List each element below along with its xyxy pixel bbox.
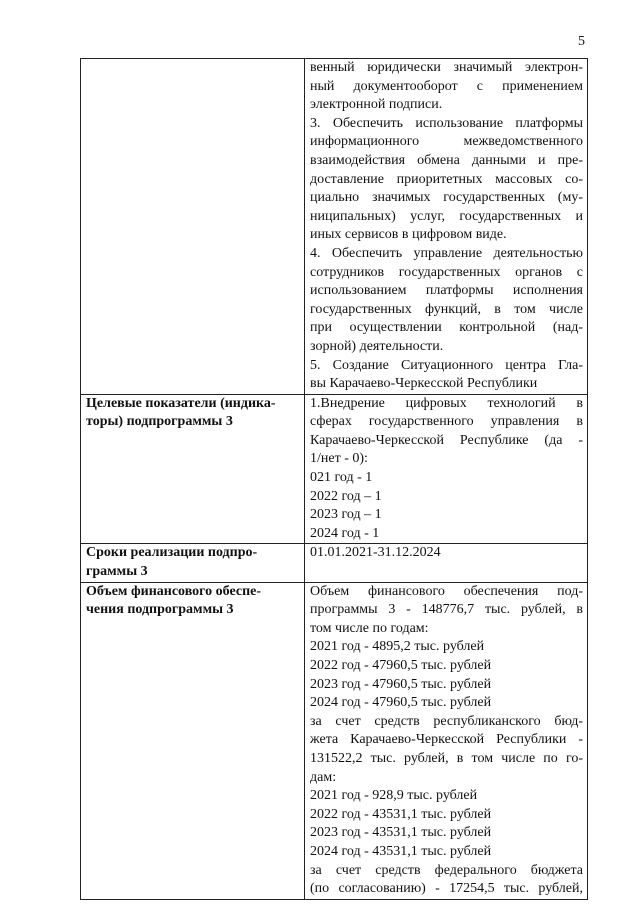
content-line: за счет средств республиканского бюд- bbox=[310, 713, 583, 729]
content-line: электронной подписи. bbox=[310, 97, 443, 113]
content-line: за счет средств федерального бюджета bbox=[310, 862, 583, 878]
row-label-line: чения подпрограммы 3 bbox=[86, 602, 234, 618]
content-line: 01.01.2021-31.12.2024 bbox=[310, 545, 441, 561]
row-label-line: торы) подпрограммы 3 bbox=[86, 414, 233, 430]
content-line: 1/нет - 0): bbox=[310, 451, 368, 467]
content-line: 1.Внедрение цифровых технологий в bbox=[310, 395, 583, 411]
content-line: 2022 год – 1 bbox=[310, 488, 382, 504]
content-line: жета Карачаево-Черкесской Республики - bbox=[310, 732, 583, 748]
content-line: 2024 год - 1 bbox=[310, 525, 380, 541]
content-line: вы Карачаево-Черкесской Республики bbox=[310, 376, 538, 392]
content-line: 2023 год – 1 bbox=[310, 507, 382, 523]
content-line: циально значимых государственных (му- bbox=[310, 190, 583, 206]
row-label-cell bbox=[81, 394, 305, 544]
content-line: сферах государственного управления в bbox=[310, 414, 583, 430]
row-financing-volume bbox=[81, 582, 588, 899]
row-label-cell bbox=[81, 544, 305, 582]
content-line: 5. Создание Ситуационного центра Гла- bbox=[310, 357, 583, 373]
content-line: венный юридически значимый электрон- bbox=[310, 60, 583, 75]
content-line: доставление приоритетных массовых со- bbox=[310, 171, 583, 187]
content-line: Объем финансового обеспечения под- bbox=[310, 583, 583, 599]
row-target-indicators bbox=[81, 394, 588, 544]
content-line: 2023 год - 43531,1 тыс. рублей bbox=[310, 825, 492, 841]
content-line: сотрудников государственных органов с bbox=[310, 264, 583, 280]
content-line: программы 3 - 148776,7 тыс. рублей, в bbox=[310, 602, 583, 618]
content-line: 4. Обеспечить управление деятельностью bbox=[310, 245, 583, 261]
page-number: 5 bbox=[578, 34, 585, 49]
row-label-line: Объем финансового обеспе- bbox=[86, 583, 262, 599]
content-line: зорной) деятельности. bbox=[310, 338, 444, 354]
row-label-line: Сроки реализации подпро- bbox=[86, 545, 258, 561]
content-line: 2022 год - 43531,1 тыс. рублей bbox=[310, 806, 492, 822]
row-label-line: граммы 3 bbox=[86, 564, 148, 580]
content-line: том числе по годам: bbox=[310, 620, 429, 636]
content-line: иных сервисов в цифровом виде. bbox=[310, 227, 507, 243]
row-content-cell bbox=[305, 582, 588, 899]
content-line: информационного межведомственного bbox=[310, 134, 583, 150]
content-line: при осуществлении контрольной (над- bbox=[310, 320, 583, 336]
content-line: 2024 год - 43531,1 тыс. рублей bbox=[310, 843, 492, 859]
content-line: ный документооборот с применением bbox=[310, 78, 583, 94]
row-implementation-period bbox=[81, 544, 588, 582]
content-line: 2022 год - 47960,5 тыс. рублей bbox=[310, 658, 492, 673]
content-line: ниципальных) услуг, государственных и bbox=[310, 208, 583, 224]
content-line: 131522,2 тыс. рублей, в том числе по го- bbox=[310, 750, 583, 766]
content-line: взаимодействия обмена данными и пре- bbox=[310, 152, 583, 168]
content-line: Карачаево-Черкесской Республике (да - bbox=[310, 432, 583, 448]
content-line: 2023 год - 47960,5 тыс. рублей bbox=[310, 676, 492, 692]
content-line: 2021 год - 4895,2 тыс. рублей bbox=[310, 639, 485, 655]
row-label-cell bbox=[81, 582, 305, 899]
content-line: (по согласованию) - 17254,5 тыс. рублей, bbox=[310, 881, 583, 897]
program-passport-table bbox=[80, 58, 588, 900]
content-line: 2024 год - 47960,5 тыс. рублей bbox=[310, 695, 492, 711]
content-line: государственных функций, в том числе bbox=[310, 301, 583, 317]
content-line: использованием платформы исполнения bbox=[310, 283, 583, 299]
row-content-cell bbox=[305, 59, 588, 395]
content-line: 3. Обеспечить использование платформы bbox=[310, 115, 583, 131]
content-line: 2021 год - 928,9 тыс. рублей bbox=[310, 788, 478, 804]
content-line: 021 год - 1 bbox=[310, 470, 373, 486]
content-line: дам: bbox=[310, 769, 337, 785]
row-tasks-continued bbox=[81, 59, 588, 395]
row-content-cell bbox=[305, 394, 588, 544]
row-label-cell bbox=[81, 59, 305, 395]
row-label-line: Целевые показатели (индика- bbox=[86, 395, 276, 411]
row-content-cell bbox=[305, 544, 588, 582]
